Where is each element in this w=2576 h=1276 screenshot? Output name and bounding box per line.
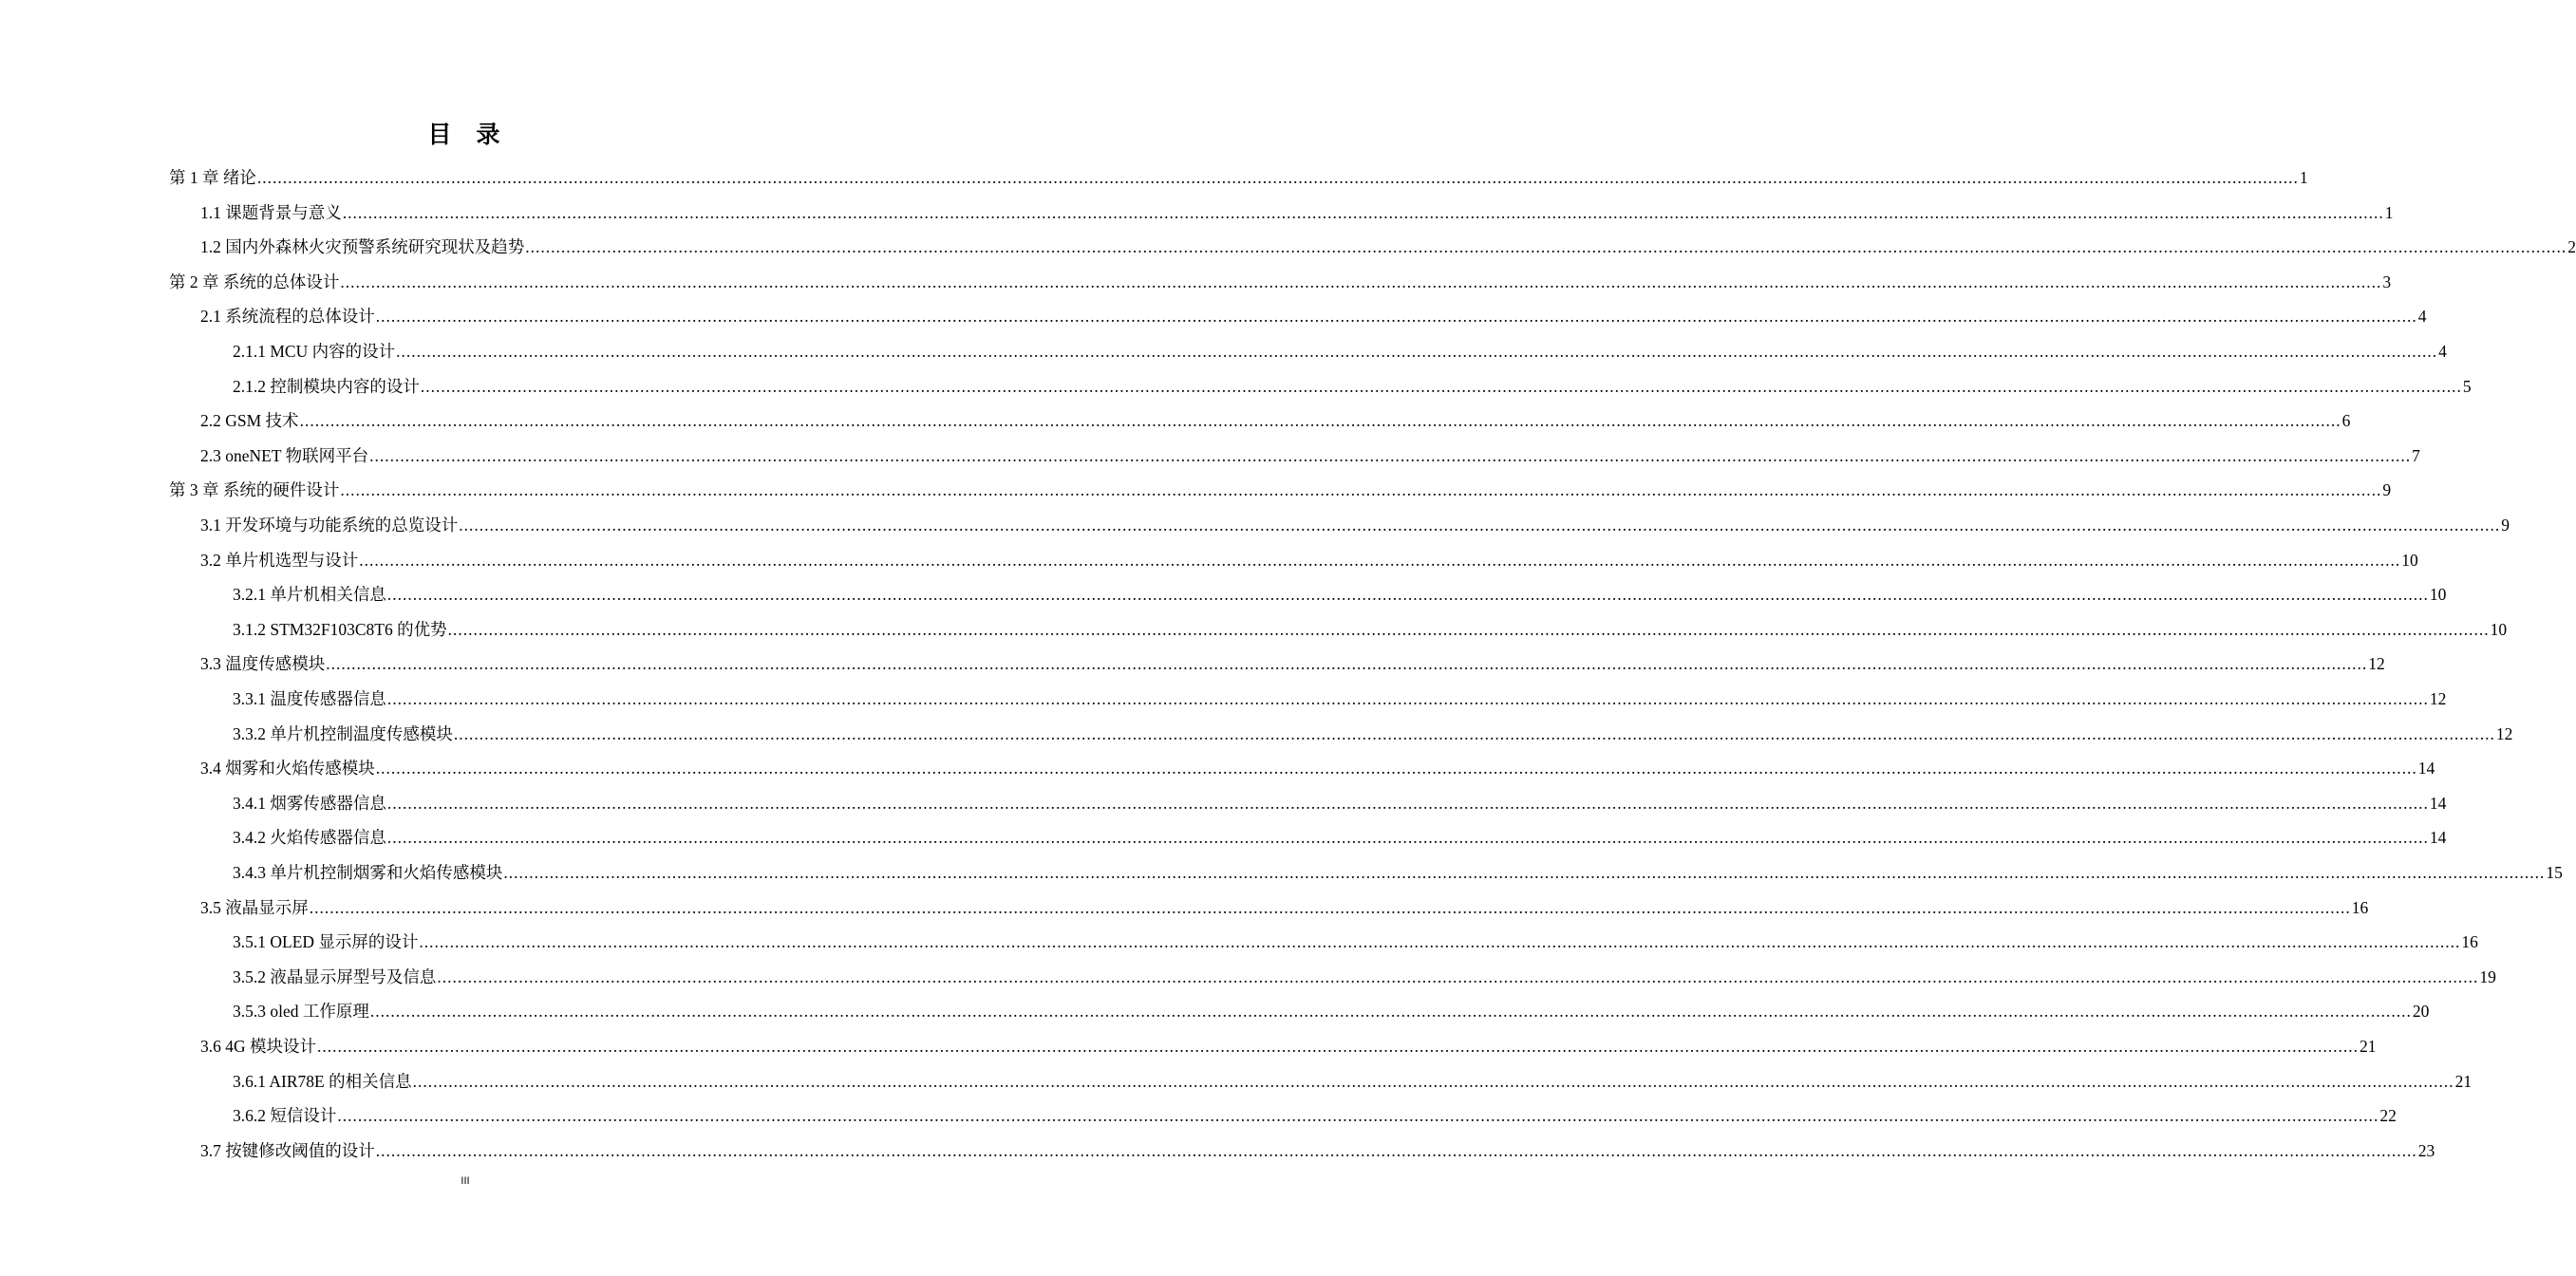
toc-dot-leader: ................................................................................................................................................................................................................................................................................................................................................................................................................ bbox=[447, 619, 2490, 639]
toc-entry-label: 3.5.3 oled 工作原理 bbox=[233, 1002, 369, 1022]
toc-dot-leader: ................................................................................................................................................................................................................................................................................................................................................................................................................ bbox=[386, 689, 2429, 708]
toc-entry[interactable] bbox=[200, 756, 2435, 779]
toc-entry-page: 3 bbox=[2382, 272, 2392, 291]
toc-dot-leader: ................................................................................................................................................................................................................................................................................................................................................................................................................ bbox=[369, 445, 2412, 465]
toc-dot-leader: ................................................................................................................................................................................................................................................................................................................................................................................................................ bbox=[309, 897, 2351, 917]
toc-entry[interactable] bbox=[233, 582, 2447, 605]
toc-entry-page: 9 bbox=[2382, 480, 2392, 500]
toc-entry[interactable] bbox=[233, 1069, 2473, 1092]
toc-entry[interactable] bbox=[233, 1103, 2397, 1126]
toc-entry-label: 3.3.2 单片机控制温度传感模块 bbox=[233, 723, 453, 743]
toc-entry-label: 3.2 单片机选型与设计 bbox=[200, 550, 359, 570]
toc-entry-page: 6 bbox=[2341, 411, 2351, 431]
toc-entry-page: 10 bbox=[2429, 585, 2447, 605]
toc-entry-page: 15 bbox=[2546, 863, 2563, 882]
toc-dot-leader: ................................................................................................................................................................................................................................................................................................................................................................................................................ bbox=[375, 307, 2417, 327]
toc-dot-leader: ................................................................................................................................................................................................................................................................................................................................................................................................................ bbox=[375, 759, 2417, 779]
toc-entry-label: 3.6 4G 模块设计 bbox=[200, 1037, 317, 1056]
toc-entry-label: 3.3.1 温度传感器信息 bbox=[233, 689, 386, 708]
toc-entry[interactable] bbox=[169, 270, 2392, 292]
toc-entry-label: 第 1 章 绪论 bbox=[169, 168, 256, 187]
toc-dot-leader: ................................................................................................................................................................................................................................................................................................................................................................................................................ bbox=[342, 202, 2384, 222]
toc-entry[interactable] bbox=[200, 304, 2427, 327]
toc-entry-label: 3.4.3 单片机控制烟雾和火焰传感模块 bbox=[233, 863, 503, 882]
toc-dot-leader: ................................................................................................................................................................................................................................................................................................................................................................................................................ bbox=[317, 1037, 2360, 1056]
toc-entry-page: 12 bbox=[2368, 654, 2385, 674]
toc-entry-label: 2.1 系统流程的总体设计 bbox=[200, 307, 375, 327]
toc-entry-page: 22 bbox=[2379, 1106, 2397, 1126]
toc-dot-leader: ................................................................................................................................................................................................................................................................................................................................................................................................................ bbox=[386, 585, 2429, 605]
toc-dot-leader: ................................................................................................................................................................................................................................................................................................................................................................................................................ bbox=[369, 1002, 2412, 1022]
toc-entry-page: 10 bbox=[2490, 619, 2508, 639]
toc-entry-label: 3.4.2 火焰传感器信息 bbox=[233, 828, 386, 848]
toc-entry-page: 12 bbox=[2429, 689, 2447, 708]
toc-entry[interactable] bbox=[200, 200, 2394, 223]
toc-dot-leader: ................................................................................................................................................................................................................................................................................................................................................................................................................ bbox=[299, 411, 2341, 431]
toc-entry-page: 5 bbox=[2462, 376, 2472, 396]
toc-entry[interactable] bbox=[200, 548, 2418, 571]
toc-entry-label: 第 2 章 系统的总体设计 bbox=[169, 272, 340, 291]
toc-entry[interactable] bbox=[169, 165, 2308, 188]
toc-entry-page: 14 bbox=[2417, 759, 2435, 779]
toc-entry-label: 2.2 GSM 技术 bbox=[200, 411, 299, 431]
toc-entry-page: 1 bbox=[2384, 202, 2394, 222]
toc-entry[interactable] bbox=[233, 722, 2513, 744]
toc-entry[interactable] bbox=[200, 513, 2510, 535]
toc-entry-label: 3.4 烟雾和火焰传感模块 bbox=[200, 759, 375, 779]
toc-entry[interactable] bbox=[200, 408, 2351, 431]
toc-dot-leader: ................................................................................................................................................................................................................................................................................................................................................................................................................ bbox=[340, 272, 2382, 291]
toc-entry[interactable] bbox=[200, 235, 2576, 257]
toc-dot-leader: ................................................................................................................................................................................................................................................................................................................................................................................................................ bbox=[453, 723, 2495, 743]
toc-entry-page: 23 bbox=[2417, 1140, 2435, 1160]
toc-entry-label: 1.2 国内外森林火灾预警系统研究现状及趋势 bbox=[200, 237, 525, 257]
toc-dot-leader: ................................................................................................................................................................................................................................................................................................................................................................................................................ bbox=[396, 342, 2438, 361]
toc-entry-label: 3.5 液晶显示屏 bbox=[200, 897, 309, 917]
toc-entry-page: 2 bbox=[2567, 237, 2576, 257]
toc-dot-leader: ................................................................................................................................................................................................................................................................................................................................................................................................................ bbox=[420, 376, 2462, 396]
toc-dot-leader: ................................................................................................................................................................................................................................................................................................................................................................................................................ bbox=[326, 654, 2368, 674]
toc-dot-leader: ................................................................................................................................................................................................................................................................................................................................................................................................................ bbox=[340, 480, 2382, 500]
toc-dot-leader: ................................................................................................................................................................................................................................................................................................................................................................................................................ bbox=[337, 1106, 2379, 1126]
toc-entry[interactable] bbox=[233, 374, 2472, 397]
toc-entry[interactable] bbox=[200, 895, 2369, 918]
toc-entry[interactable] bbox=[233, 999, 2430, 1022]
toc-entry-page: 14 bbox=[2429, 828, 2447, 848]
toc-entry-label: 3.3 温度传感模块 bbox=[200, 654, 326, 674]
toc-entry-label: 3.1 开发环境与功能系统的总览设计 bbox=[200, 516, 459, 535]
toc-dot-leader: ................................................................................................................................................................................................................................................................................................................................................................................................................ bbox=[525, 237, 2567, 257]
toc-dot-leader: ................................................................................................................................................................................................................................................................................................................................................................................................................ bbox=[386, 828, 2429, 848]
toc-entry-page: 4 bbox=[2438, 342, 2447, 361]
toc-dot-leader: ................................................................................................................................................................................................................................................................................................................................................................................................................ bbox=[359, 550, 2401, 570]
toc-dot-leader: ................................................................................................................................................................................................................................................................................................................................................................................................................ bbox=[386, 793, 2429, 813]
toc-entry-label: 3.2.1 单片机相关信息 bbox=[233, 585, 386, 605]
toc-entry-label: 3.7 按键修改阈值的设计 bbox=[200, 1140, 375, 1160]
toc-entry-label: 2.1.1 MCU 内容的设计 bbox=[233, 342, 396, 361]
toc-entry-page: 9 bbox=[2501, 516, 2510, 535]
toc-entry-page: 7 bbox=[2412, 445, 2420, 465]
toc-dot-leader: ................................................................................................................................................................................................................................................................................................................................................................................................................ bbox=[419, 932, 2461, 952]
toc-dot-leader: ................................................................................................................................................................................................................................................................................................................................................................................................................ bbox=[375, 1140, 2417, 1160]
toc-entry-page: 10 bbox=[2401, 550, 2418, 570]
page-number-footer: III bbox=[461, 1175, 470, 1187]
toc-entry[interactable] bbox=[233, 860, 2563, 883]
toc-entry-page: 21 bbox=[2454, 1071, 2473, 1091]
toc-entry-label: 3.5.1 OLED 显示屏的设计 bbox=[233, 932, 419, 952]
toc-entry[interactable] bbox=[233, 686, 2447, 709]
toc-entry-label: 3.5.2 液晶显示屏型号及信息 bbox=[233, 966, 437, 986]
toc-entry[interactable] bbox=[233, 965, 2496, 987]
toc-entry-label: 1.1 课题背景与意义 bbox=[200, 202, 342, 222]
toc-entry[interactable] bbox=[169, 478, 2392, 500]
toc-entry-page: 19 bbox=[2479, 966, 2496, 986]
toc-dot-leader: ................................................................................................................................................................................................................................................................................................................................................................................................................ bbox=[412, 1071, 2454, 1091]
toc-entry[interactable] bbox=[233, 617, 2508, 640]
toc-entry-label: 3.6.2 短信设计 bbox=[233, 1106, 337, 1126]
toc-entry[interactable] bbox=[233, 791, 2447, 814]
toc-entry-page: 4 bbox=[2417, 307, 2427, 327]
toc-dot-leader: ................................................................................................................................................................................................................................................................................................................................................................................................................ bbox=[503, 863, 2546, 882]
toc-entry-label: 3.1.2 STM32F103C8T6 的优势 bbox=[233, 619, 447, 639]
toc-entry-page: 16 bbox=[2461, 932, 2478, 952]
toc-entry-label: 2.3 oneNET 物联网平台 bbox=[200, 445, 369, 465]
toc-entry[interactable] bbox=[200, 1034, 2377, 1057]
toc-entry[interactable] bbox=[233, 825, 2447, 848]
toc-dot-leader: ................................................................................................................................................................................................................................................................................................................................................................................................................ bbox=[256, 168, 2299, 187]
toc-entry-label: 3.6.1 AIR78E 的相关信息 bbox=[233, 1071, 412, 1091]
toc-entry-page: 20 bbox=[2412, 1002, 2430, 1022]
toc-entry-page: 14 bbox=[2429, 793, 2447, 813]
toc-title: 目录 bbox=[427, 121, 525, 148]
toc-entry-page: 1 bbox=[2299, 168, 2308, 187]
toc-entry[interactable] bbox=[233, 339, 2447, 362]
toc-entry-page: 16 bbox=[2351, 897, 2369, 917]
toc-dot-leader: ................................................................................................................................................................................................................................................................................................................................................................................................................ bbox=[459, 516, 2501, 535]
toc-entry-label: 3.4.1 烟雾传感器信息 bbox=[233, 793, 386, 813]
toc-entry-page: 12 bbox=[2495, 723, 2513, 743]
toc-entry-label: 第 3 章 系统的硬件设计 bbox=[169, 480, 340, 500]
toc-entry[interactable] bbox=[200, 443, 2420, 466]
toc-entry[interactable] bbox=[200, 1138, 2435, 1161]
toc-entry-label: 2.1.2 控制模块内容的设计 bbox=[233, 376, 420, 396]
toc-entry[interactable] bbox=[200, 651, 2385, 674]
toc-dot-leader: ................................................................................................................................................................................................................................................................................................................................................................................................................ bbox=[437, 966, 2479, 986]
toc-entry[interactable] bbox=[233, 929, 2478, 952]
toc-entry-page: 21 bbox=[2360, 1037, 2377, 1056]
